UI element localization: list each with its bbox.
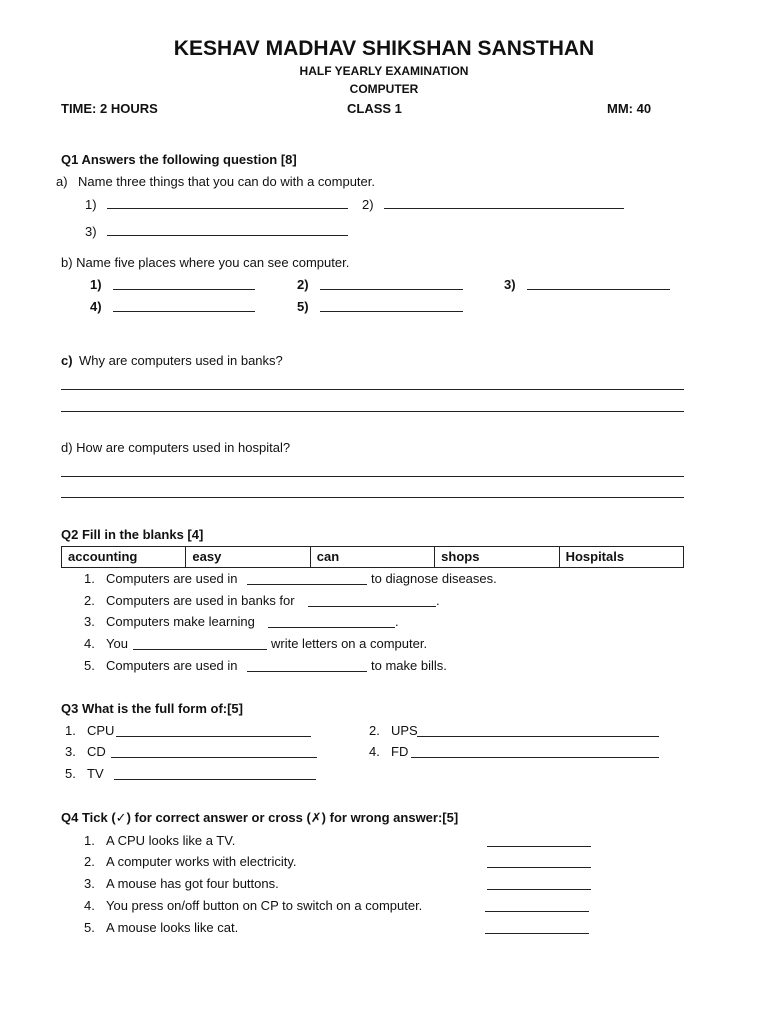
answer-line[interactable] xyxy=(384,208,624,209)
answer-line[interactable] xyxy=(113,311,255,312)
q4-item-num: 1. xyxy=(84,833,95,848)
q2-item-after: to make bills. xyxy=(371,658,447,673)
answer-line[interactable] xyxy=(107,208,348,209)
q1a-item-1: 1) xyxy=(85,197,97,212)
q1b-question: b) Name five places where you can see computer. xyxy=(61,255,350,270)
q2-item-before: Computers are used in xyxy=(106,571,238,586)
answer-line[interactable] xyxy=(320,289,463,290)
q3-title: Q3 What is the full form of:[5] xyxy=(61,701,243,716)
q1a-item-3: 3) xyxy=(85,224,97,239)
q2-item-after: write letters on a computer. xyxy=(271,636,428,651)
q2-item-after: . xyxy=(436,593,440,608)
q2-item-before: Computers make learning xyxy=(106,614,255,629)
q3-item-num: 3. xyxy=(65,744,76,759)
q2-item-num: 1. xyxy=(84,571,95,586)
q3-item-num: 1. xyxy=(65,723,76,738)
q4-item-text: A mouse looks like cat. xyxy=(106,920,239,935)
answer-line[interactable] xyxy=(61,476,684,477)
q4-item-num: 5. xyxy=(84,920,95,935)
q2-item-num: 4. xyxy=(84,636,95,651)
school-name: KESHAV MADHAV SHIKSHAN SANSTHAN xyxy=(173,37,595,60)
answer-line[interactable] xyxy=(107,235,348,236)
word-bank-cell: Hospitals xyxy=(559,547,683,568)
word-bank-cell: shops xyxy=(435,547,559,568)
q2-title: Q2 Fill in the blanks [4] xyxy=(61,527,204,542)
answer-line[interactable] xyxy=(411,757,659,758)
answer-line[interactable] xyxy=(116,736,311,737)
answer-line[interactable] xyxy=(61,411,684,412)
q1c-label: c) xyxy=(61,353,73,368)
q4-item-text: You press on/off button on CP to switch on a computer. xyxy=(106,898,423,913)
q2-item-num: 2. xyxy=(84,593,95,608)
exam-time: TIME: 2 HOURS xyxy=(61,101,158,116)
q1a-question: Name three things that you can do with a computer. xyxy=(78,174,376,189)
q4-item-num: 3. xyxy=(84,876,95,891)
q3-item-term: CPU xyxy=(87,723,115,738)
q2-item-before: Computers are used in banks for xyxy=(106,593,295,608)
q1a-label: a) xyxy=(56,174,68,189)
exam-name: HALF YEARLY EXAMINATION xyxy=(299,64,469,78)
subject-name: COMPUTER xyxy=(349,82,419,96)
exam-class: CLASS 1 xyxy=(347,101,402,116)
answer-line[interactable] xyxy=(114,779,316,780)
tick-cross-line[interactable] xyxy=(485,911,589,912)
blank-line[interactable] xyxy=(268,627,395,628)
q1-title: Q1 Answers the following question [8] xyxy=(61,152,297,167)
word-bank-cell: can xyxy=(310,547,434,568)
q1a-item-2: 2) xyxy=(362,197,374,212)
blank-line[interactable] xyxy=(247,584,367,585)
q1c-question: Why are computers used in banks? xyxy=(79,353,283,368)
tick-cross-line[interactable] xyxy=(487,889,591,890)
answer-line[interactable] xyxy=(527,289,670,290)
q3-item-term: FD xyxy=(391,744,409,759)
tick-cross-line[interactable] xyxy=(485,933,589,934)
q4-title: Q4 Tick (✓) for correct answer or cross (✗) for wrong answer:[5] xyxy=(61,810,459,825)
max-marks: MM: 40 xyxy=(607,101,652,116)
q3-item-num: 4. xyxy=(369,744,380,759)
word-bank xyxy=(61,546,684,568)
tick-cross-line[interactable] xyxy=(487,867,591,868)
q4-item-text: A computer works with electricity. xyxy=(106,854,297,869)
answer-line[interactable] xyxy=(113,289,255,290)
q3-item-num: 5. xyxy=(65,766,76,781)
q4-item-text: A mouse has got four buttons. xyxy=(106,876,279,891)
q2-item-after: to diagnose diseases. xyxy=(371,571,497,586)
answer-line[interactable] xyxy=(61,497,684,498)
q2-item-num: 5. xyxy=(84,658,95,673)
answer-line[interactable] xyxy=(320,311,463,312)
q2-item-after: . xyxy=(395,614,399,629)
word-bank-cell: accounting xyxy=(62,547,186,568)
answer-line[interactable] xyxy=(61,389,684,390)
answer-line[interactable] xyxy=(417,736,659,737)
q1b-item-4: 4) xyxy=(90,299,102,314)
q2-item-before: Computers are used in xyxy=(106,658,238,673)
q4-item-text: A CPU looks like a TV. xyxy=(106,833,236,848)
blank-line[interactable] xyxy=(133,649,267,650)
answer-line[interactable] xyxy=(111,757,317,758)
blank-line[interactable] xyxy=(247,671,367,672)
tick-cross-line[interactable] xyxy=(487,846,591,847)
q1b-item-5: 5) xyxy=(297,299,309,314)
q3-item-num: 2. xyxy=(369,723,380,738)
q1b-item-2: 2) xyxy=(297,277,309,292)
q3-item-term: UPS xyxy=(391,723,418,738)
blank-line[interactable] xyxy=(308,606,436,607)
q3-item-term: CD xyxy=(87,744,106,759)
q4-item-num: 2. xyxy=(84,854,95,869)
q2-item-num: 3. xyxy=(84,614,95,629)
q1b-item-3: 3) xyxy=(504,277,516,292)
q3-item-term: TV xyxy=(87,766,104,781)
q4-item-num: 4. xyxy=(84,898,95,913)
word-bank-cell: easy xyxy=(186,547,310,568)
q2-item-before: You xyxy=(106,636,128,651)
q1b-item-1: 1) xyxy=(90,277,102,292)
q1d-question: d) How are computers used in hospital? xyxy=(61,440,291,455)
